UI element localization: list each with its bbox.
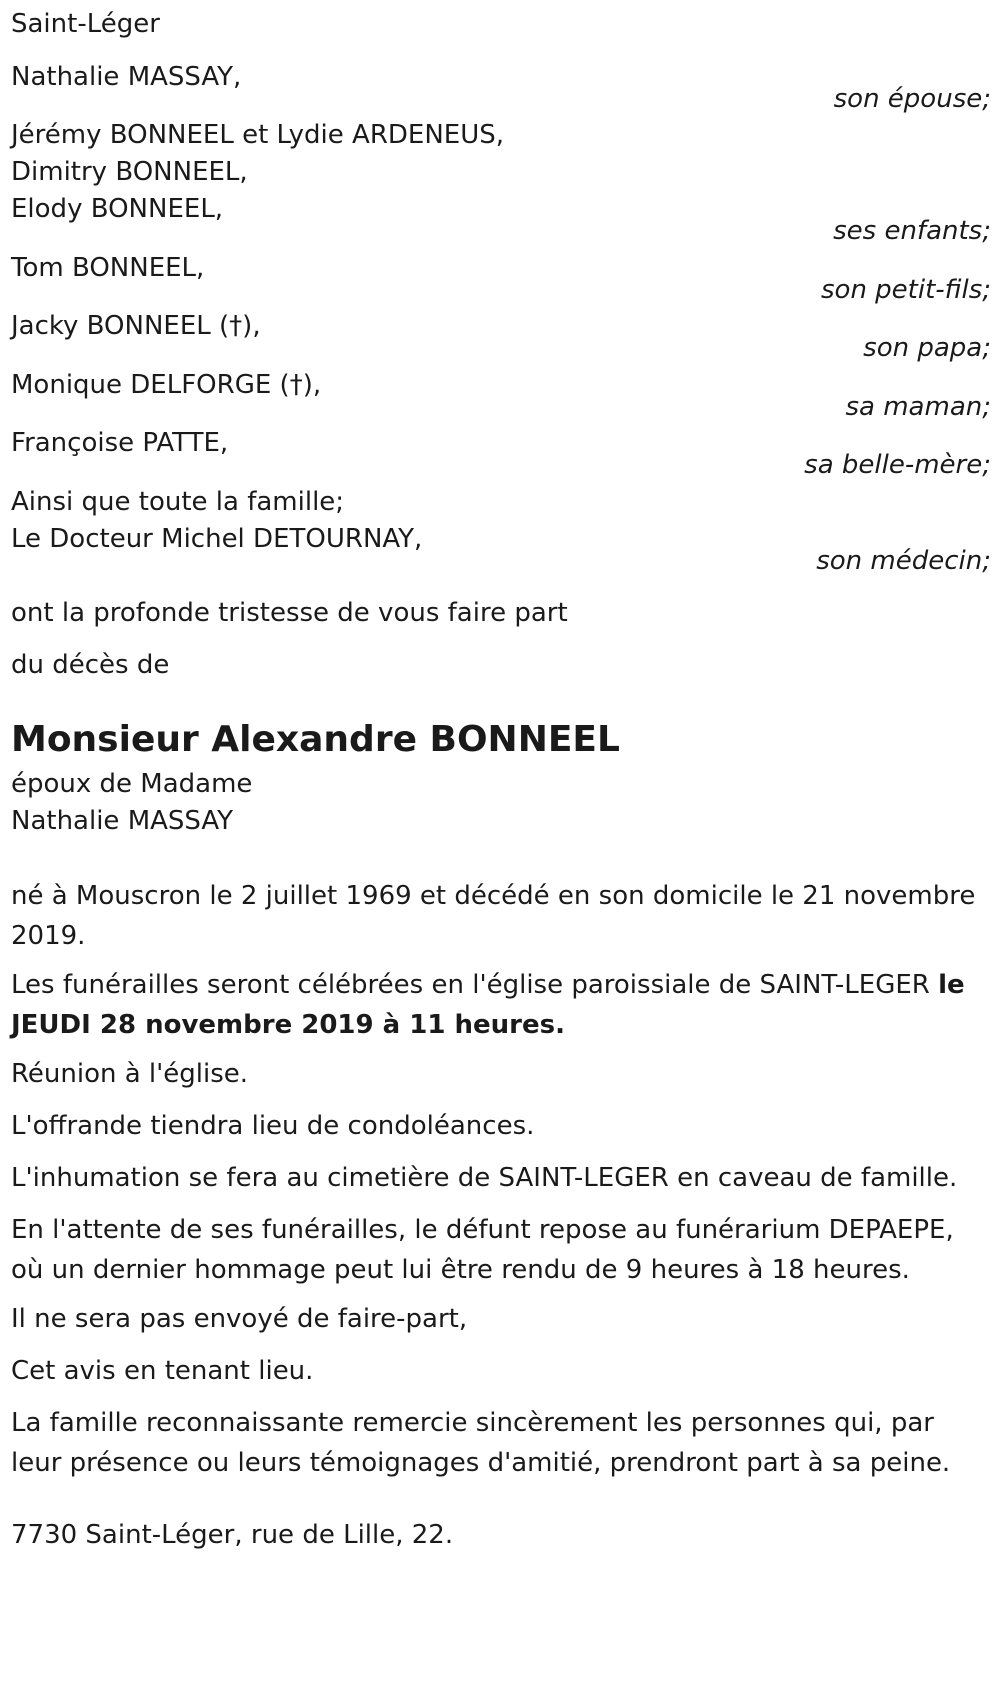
spouse-line: époux de Madame	[11, 769, 253, 799]
family-name: Nathalie MASSAY,	[11, 62, 242, 92]
family-role: ses enfants;	[833, 216, 991, 246]
reunion-paragraph: Réunion à l'église.	[11, 1059, 249, 1089]
offering-paragraph: L'offrande tiendra lieu de condoléances.	[11, 1111, 535, 1141]
spouse-line: Nathalie MASSAY	[11, 806, 234, 836]
deceased-name: Monsieur Alexandre BONNEEL	[11, 719, 620, 760]
family-name: Tom BONNEEL,	[11, 253, 205, 283]
family-name: Le Docteur Michel DETOURNAY,	[11, 524, 423, 554]
burial-paragraph: L'inhumation se fera au cimetière de SAINT-LEGER en caveau de famille.	[11, 1163, 958, 1193]
family-name: Françoise PATTE,	[11, 428, 229, 458]
family-name: Dimitry BONNEEL,	[11, 157, 248, 187]
funeral-date: le JEUDI 28 novembre 2019 à 11 heures.	[11, 970, 965, 1040]
announcement-line: du décès de	[11, 650, 170, 680]
announcement-line: ont la profonde tristesse de vous faire part	[11, 598, 568, 628]
funeral-paragraph	[11, 965, 991, 1045]
family-name: Jacky BONNEEL (†),	[11, 311, 261, 341]
funerarium-paragraph: En l'attente de ses funérailles, le défunt repose au funérarium DEPAEPE, où un dernier hommage peut lui être rendu de 9 heures à 18 heures.	[11, 1215, 954, 1285]
address: 7730 Saint-Léger, rue de Lille, 22.	[11, 1520, 454, 1550]
header-place: Saint-Léger	[11, 9, 160, 39]
family-role: son papa;	[863, 333, 991, 363]
thanks-paragraph: La famille reconnaissante remercie sincèrement les personnes qui, par leur présence ou leurs témoignages d'amitié, prendront part à sa peine.	[11, 1408, 951, 1478]
funeral-intro: Les funérailles seront célébrées en l'église paroissiale de SAINT-LEGER	[11, 970, 939, 1000]
family-name: Ainsi que toute la famille;	[11, 487, 345, 517]
family-role: sa belle-mère;	[804, 450, 991, 480]
family-name: Elody BONNEEL,	[11, 194, 224, 224]
birth-death-paragraph: né à Mouscron le 2 juillet 1969 et décédé en son domicile le 21 novembre 2019.	[11, 881, 976, 951]
family-role: son épouse;	[833, 84, 991, 114]
family-name: Jérémy BONNEEL et Lydie ARDENEUS,	[11, 120, 505, 150]
no-card-paragraph: Il ne sera pas envoyé de faire-part,	[11, 1304, 468, 1334]
family-role: son petit-fils;	[820, 275, 991, 305]
family-name: Monique DELFORGE (†),	[11, 370, 322, 400]
notice-paragraph: Cet avis en tenant lieu.	[11, 1356, 314, 1386]
family-role: sa maman;	[845, 392, 991, 422]
family-role: son médecin;	[816, 546, 991, 576]
